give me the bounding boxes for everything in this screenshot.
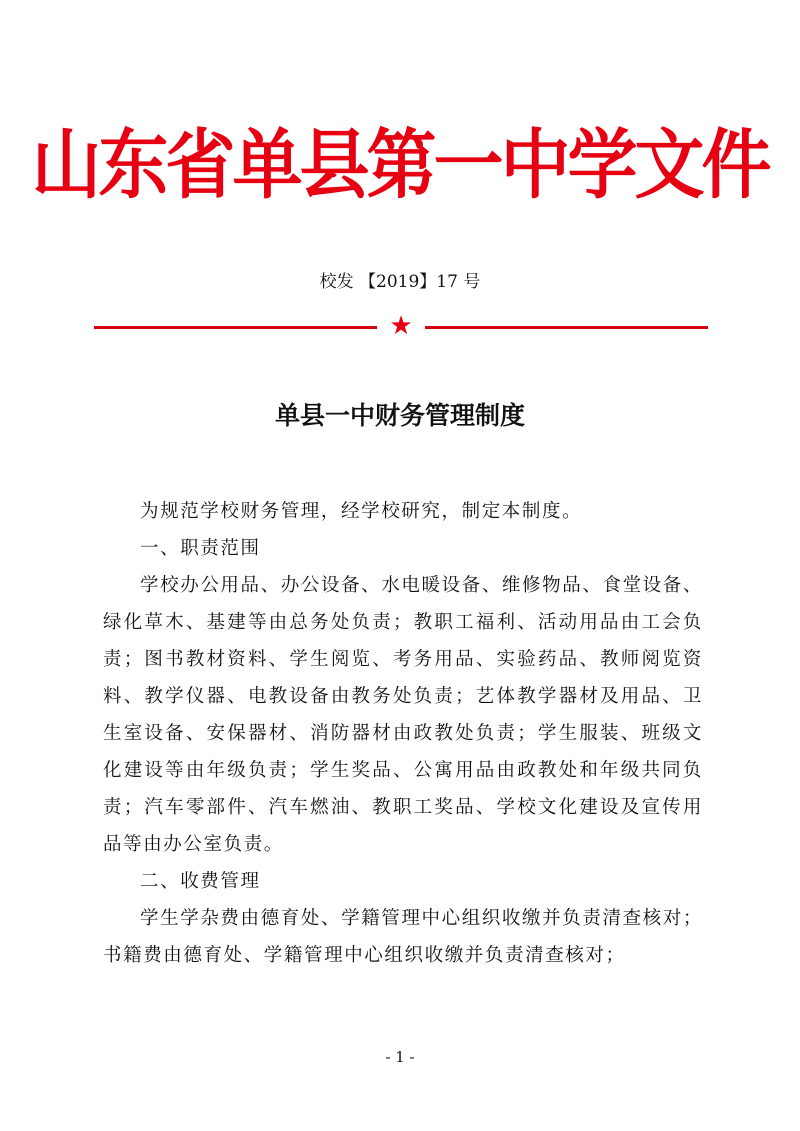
red-divider — [94, 311, 708, 341]
document-number: 校发 【2019】17 号 — [319, 272, 481, 292]
intro-paragraph: 为规范学校财务管理，经学校研究，制定本制度。 — [140, 501, 583, 522]
divider-line-right — [425, 326, 708, 329]
section-heading-fee-management: 二、收费管理 — [140, 871, 261, 892]
star-icon: ★ — [389, 311, 413, 341]
document-body — [103, 493, 703, 974]
fee-management-paragraph: 学生学杂费由德育处、学籍管理中心组织收缴并负责清查核对；书籍费由德育处、学籍管理中心组织收缴并负责清查核对； — [103, 908, 703, 966]
divider-line-left — [94, 326, 377, 329]
responsibilities-paragraph: 学校办公用品、办公设备、水电暖设备、维修物品、食堂设备、绿化草木、基建等由总务处负责；教职工福利、活动用品由工会负责；图书教材资料、学生阅览、考务用品、实验药品、教师阅览资料、教学仪器、电教设备由教务处负责；艺体教学器材及用品、卫生室设备、安保器材、消防器材由政教处负责；学生服装、班级文化建设等由年级负责；学生奖品、公寓用品由政教处和年级共同负责；汽车零部件、汽车燃油、教职工奖品、学校文化建设及宣传用品等由办公室负责。 — [103, 575, 703, 855]
page-number: - 1 - — [385, 1048, 415, 1066]
document-title: 单县一中财务管理制度 — [274, 401, 525, 430]
section-heading-responsibilities: 一、职责范围 — [140, 538, 261, 559]
masthead-title: 山东省单县第一中学文件 — [31, 120, 769, 210]
